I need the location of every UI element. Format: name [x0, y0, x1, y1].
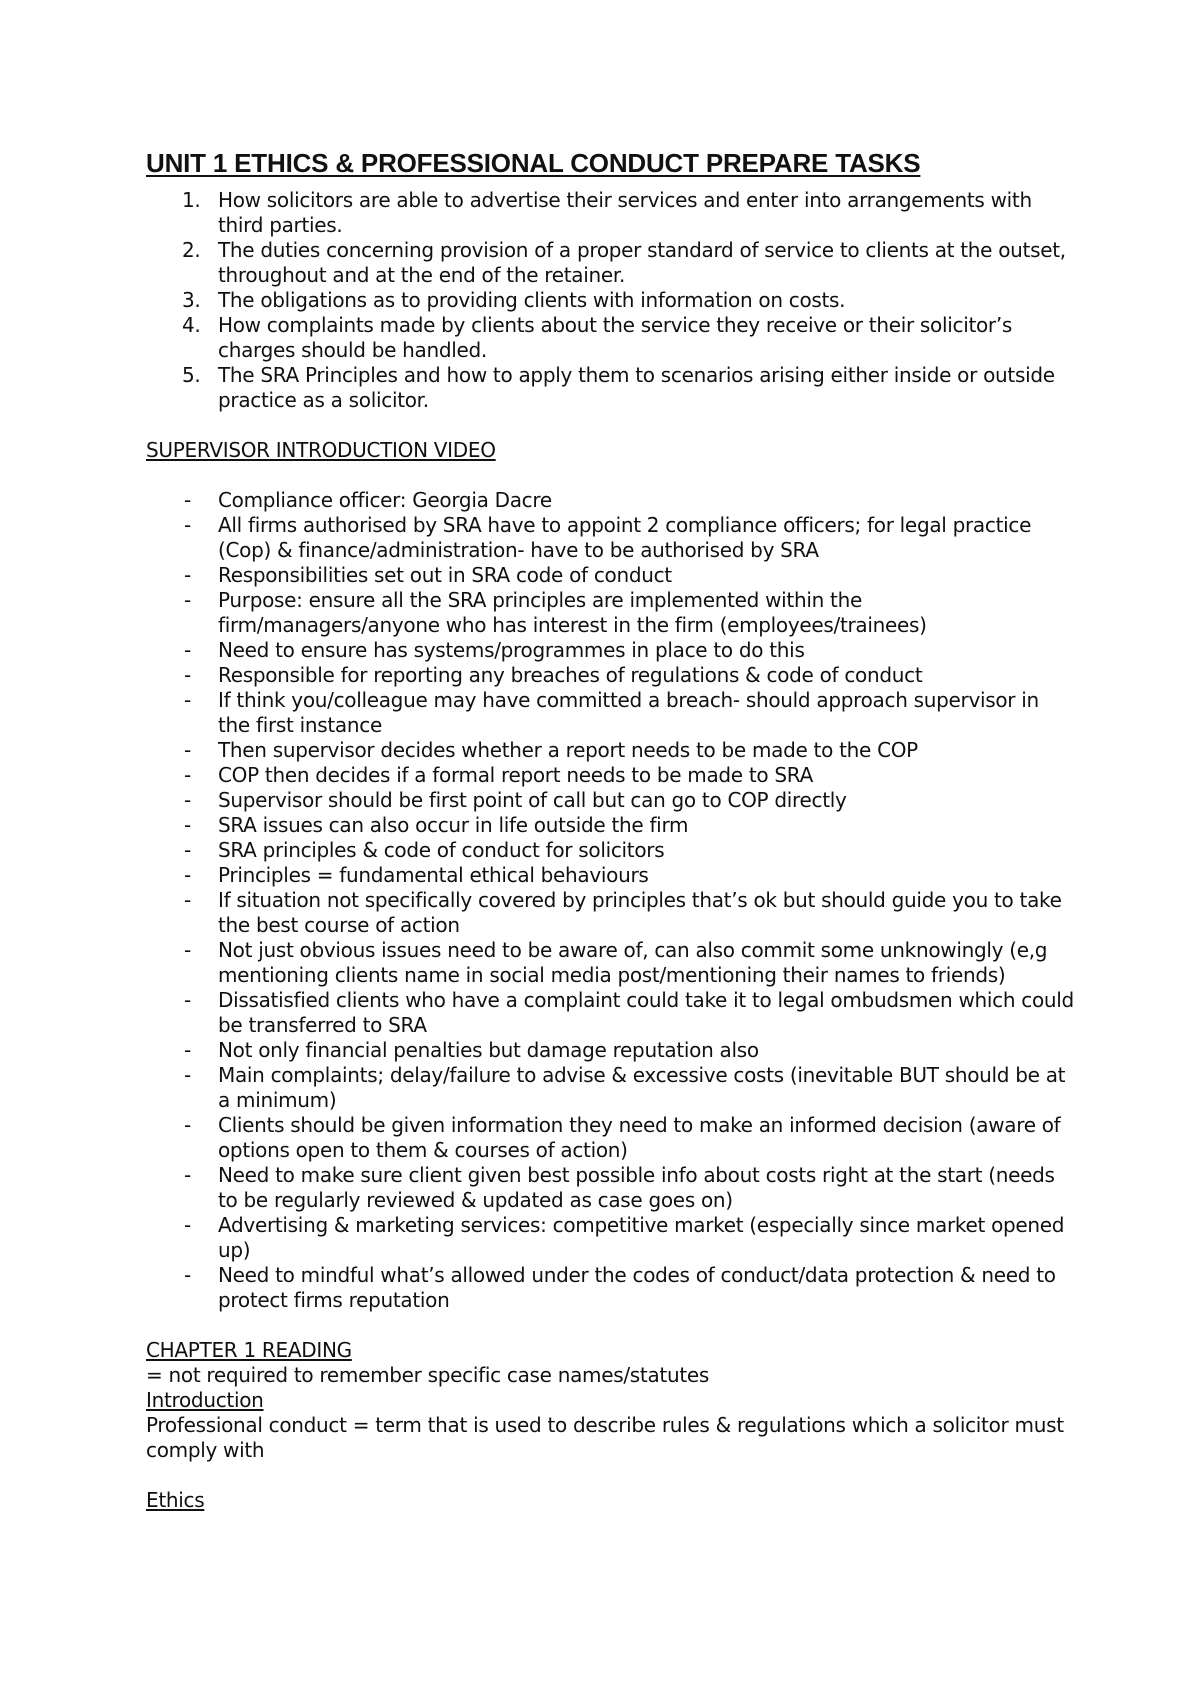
list-item: [146, 513, 1076, 563]
list-item: [146, 563, 1076, 588]
task-item: [146, 363, 1076, 413]
task-number: 4.: [182, 313, 201, 337]
list-item: [146, 863, 1076, 888]
task-item: [146, 313, 1076, 363]
intro-heading: Introduction: [146, 1388, 264, 1412]
list-item: [146, 1263, 1076, 1313]
intro-text: Professional conduct = term that is used to describe rules & regulations which a solicitor must comply with: [146, 1413, 1064, 1462]
list-item: [146, 738, 1076, 763]
note-text: Supervisor should be first point of call but can go to COP directly: [218, 788, 847, 812]
document-body: [146, 188, 1076, 1513]
task-text: The duties concerning provision of a proper standard of service to clients at the outset, throughout and at the end of the retainer.: [218, 238, 1066, 287]
list-item: [146, 1113, 1076, 1163]
bullet-marker: -: [184, 988, 191, 1012]
chapter-heading: CHAPTER 1 READING: [146, 1338, 352, 1362]
bullet-marker: -: [184, 1038, 191, 1062]
note-text: If think you/colleague may have committed a breach- should approach supervisor in the first instance: [218, 688, 1039, 737]
list-item: [146, 688, 1076, 738]
list-item: [146, 488, 1076, 513]
list-item: [146, 588, 1076, 638]
note-text: Need to make sure client given best possible info about costs right at the start (needs to be regularly reviewed & updated as case goes on): [218, 1163, 1055, 1212]
task-item: [146, 188, 1076, 238]
list-item: [146, 788, 1076, 813]
bullet-marker: -: [184, 488, 191, 512]
list-item: [146, 888, 1076, 938]
task-number: 1.: [182, 188, 201, 212]
note-text: Need to mindful what’s allowed under the codes of conduct/data protection & need to protect firms reputation: [218, 1263, 1056, 1312]
task-number: 3.: [182, 288, 201, 312]
note-text: Then supervisor decides whether a report needs to be made to the COP: [218, 738, 918, 762]
bullet-marker: -: [184, 788, 191, 812]
supervisor-heading: SUPERVISOR INTRODUCTION VIDEO: [146, 438, 496, 462]
task-text: The obligations as to providing clients with information on costs.: [218, 288, 846, 312]
note-text: Not only financial penalties but damage reputation also: [218, 1038, 759, 1062]
bullet-marker: -: [184, 588, 191, 612]
bullet-marker: -: [184, 688, 191, 712]
list-item: [146, 813, 1076, 838]
task-text: The SRA Principles and how to apply them to scenarios arising either inside or outside practice as a solicitor.: [218, 363, 1055, 412]
list-item: [146, 1213, 1076, 1263]
bullet-marker: -: [184, 813, 191, 837]
chapter-note: = not required to remember specific case names/statutes: [146, 1363, 709, 1387]
note-text: SRA issues can also occur in life outside the firm: [218, 813, 689, 837]
bullet-marker: -: [184, 888, 191, 912]
task-number: 2.: [182, 238, 201, 262]
bullet-marker: -: [184, 838, 191, 862]
bullet-marker: -: [184, 663, 191, 687]
list-item: [146, 1163, 1076, 1213]
supervisor-notes-list: [146, 488, 1076, 1313]
note-text: Main complaints; delay/failure to advise & excessive costs (inevitable BUT should be at a minimum): [218, 1063, 1066, 1112]
bullet-marker: -: [184, 763, 191, 787]
note-text: Purpose: ensure all the SRA principles are implemented within the firm/managers/anyone who has interest in the firm (employees/trainees): [218, 588, 927, 637]
bullet-marker: -: [184, 938, 191, 962]
bullet-marker: -: [184, 1263, 191, 1287]
list-item: [146, 663, 1076, 688]
bullet-marker: -: [184, 513, 191, 537]
document-page: [146, 146, 1076, 1513]
bullet-marker: -: [184, 1113, 191, 1137]
note-text: Principles = fundamental ethical behaviours: [218, 863, 649, 887]
note-text: Responsible for reporting any breaches of regulations & code of conduct: [218, 663, 923, 687]
note-text: If situation not specifically covered by principles that’s ok but should guide you to take the best course of action: [218, 888, 1062, 937]
task-text: How complaints made by clients about the service they receive or their solicitor’s charges should be handled.: [218, 313, 1013, 362]
task-number: 5.: [182, 363, 201, 387]
list-item: [146, 1038, 1076, 1063]
note-text: Not just obvious issues need to be aware of, can also commit some unknowingly (e,g mentioning clients name in social media post/mentioning their names to friends): [218, 938, 1048, 987]
bullet-marker: -: [184, 1163, 191, 1187]
note-text: Advertising & marketing services: competitive market (especially since market opened up): [218, 1213, 1065, 1262]
ethics-heading: Ethics: [146, 1488, 205, 1512]
note-text: Responsibilities set out in SRA code of conduct: [218, 563, 672, 587]
note-text: Need to ensure has systems/programmes in place to do this: [218, 638, 805, 662]
task-item: [146, 288, 1076, 313]
bullet-marker: -: [184, 638, 191, 662]
task-list: [146, 188, 1076, 413]
task-item: [146, 238, 1076, 288]
bullet-marker: -: [184, 863, 191, 887]
list-item: [146, 938, 1076, 988]
note-text: All firms authorised by SRA have to appoint 2 compliance officers; for legal practice (Cop) & finance/administration- have to be authorised by SRA: [218, 513, 1032, 562]
bullet-marker: -: [184, 1063, 191, 1087]
note-text: Compliance officer: Georgia Dacre: [218, 488, 552, 512]
list-item: [146, 838, 1076, 863]
bullet-marker: -: [184, 563, 191, 587]
bullet-marker: -: [184, 1213, 191, 1237]
list-item: [146, 1063, 1076, 1113]
document-title: UNIT 1 ETHICS & PROFESSIONAL CONDUCT PREPARE TASKS: [146, 148, 921, 178]
list-item: [146, 763, 1076, 788]
list-item: [146, 638, 1076, 663]
note-text: SRA principles & code of conduct for solicitors: [218, 838, 665, 862]
note-text: Clients should be given information they need to make an informed decision (aware of options open to them & courses of action): [218, 1113, 1061, 1162]
note-text: COP then decides if a formal report needs to be made to SRA: [218, 763, 813, 787]
bullet-marker: -: [184, 738, 191, 762]
note-text: Dissatisfied clients who have a complaint could take it to legal ombudsmen which could be transferred to SRA: [218, 988, 1074, 1037]
list-item: [146, 988, 1076, 1038]
task-text: How solicitors are able to advertise their services and enter into arrangements with third parties.: [218, 188, 1032, 237]
